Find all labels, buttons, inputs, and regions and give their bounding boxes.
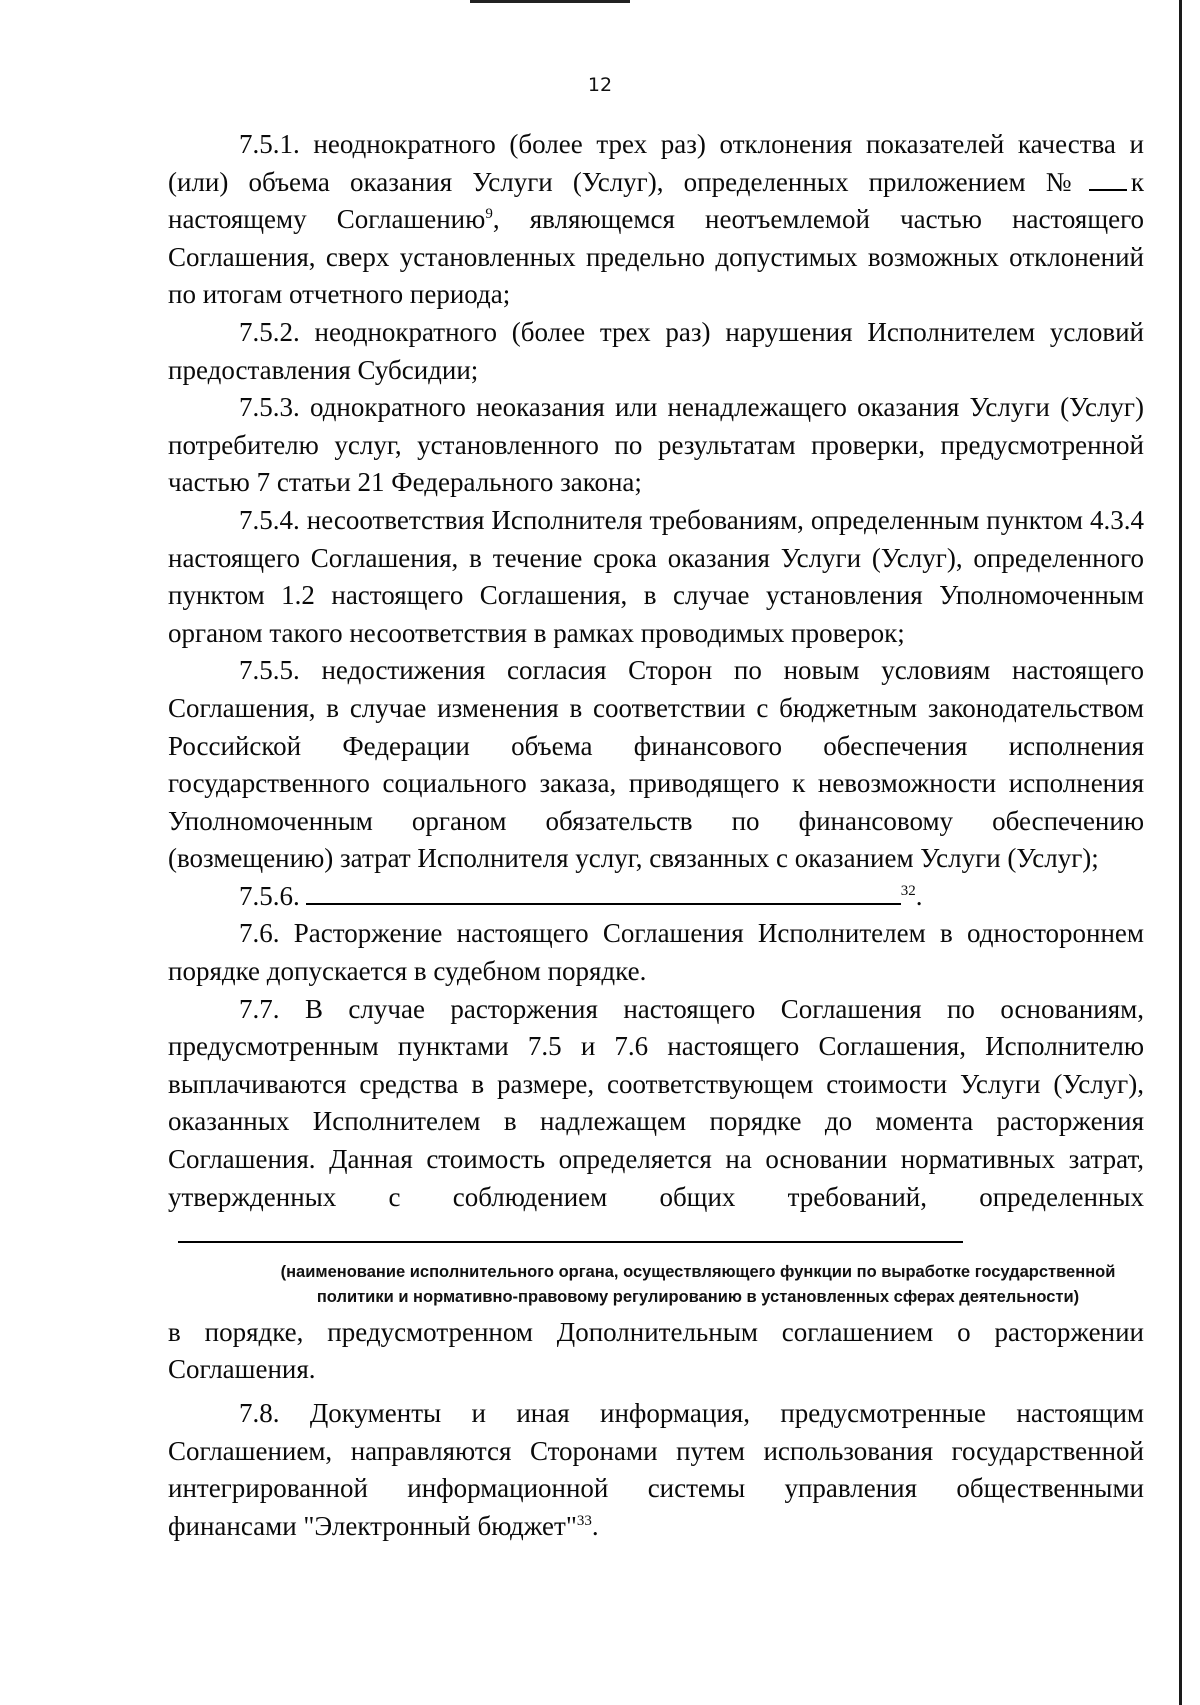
- clause-text: 7.5.1. неоднократного (более трех раз) отклонения показателей качества и (или) объема оказания Услуги (Услуг), определенных приложением №: [168, 129, 1144, 197]
- footnote-ref: 33: [576, 1512, 592, 1529]
- clause-text: 7.8. Документы и иная информация, предусмотренные настоящим Соглашением, направляются Сторонами путем использования государственной интегрированной информационной системы управления общественными финансами "Электронный бюджет": [168, 1398, 1144, 1541]
- scan-edge-top: [470, 0, 630, 3]
- scan-edge-right: [1179, 0, 1182, 1705]
- footnote-ref: 32: [900, 882, 916, 899]
- clause-text: , являющемся неотъемлемой частью настоящего Соглашения, сверх установленных предельно допустимых возможных отклонений по итогам отчетного периода;: [168, 204, 1145, 310]
- clause-7-5-2: 7.5.2. неоднократного (более трех раз) нарушения Исполнителем условий предоставления Субсидии;: [168, 316, 1144, 385]
- clause-7-8: [168, 1395, 1144, 1545]
- document-body: [168, 126, 1144, 1545]
- clause-7-5-3: 7.5.3. однократного неоказания или ненадлежащего оказания Услуги (Услуг) потребителю услуг, установленного по результатам проверки, предусмотренной частью 7 статьи 21 Федерального закона;: [168, 392, 1144, 498]
- blank-appendix-number: [1089, 189, 1127, 191]
- clause-7-5-6: [168, 878, 1144, 916]
- blank-clause-text: [306, 903, 901, 905]
- clause-7-5-1: [168, 126, 1144, 314]
- blank-caption: (наименование исполнительного органа, осуществляющего функции по выработке государственной политики и нормативно-правовому регулированию в установленных сферах деятельности): [280, 1262, 1116, 1306]
- clause-punct: .: [915, 880, 923, 911]
- clause-number: 7.5.6.: [239, 880, 300, 911]
- footnote-ref: 9: [485, 206, 493, 223]
- clause-7-7: [168, 991, 1144, 1254]
- clause-text: к настоящему Соглашению: [168, 166, 1144, 235]
- blank-authority-name: [178, 1241, 963, 1243]
- clause-punct: .: [591, 1510, 599, 1541]
- clause-7-7-continued: в порядке, предусмотренном Дополнительным соглашением о расторжении Соглашения.: [168, 1316, 1144, 1385]
- clause-7-5-4: 7.5.4. несоответствия Исполнителя требованиям, определенным пунктом 4.3.4 настоящего Соглашения, в течение срока оказания Услуги (Услуг), определенного пунктом 1.2 настоящего Соглашения, в случае установления Уполномоченным органом такого несоответствия в рамках проводимых проверок;: [168, 504, 1144, 648]
- clause-7-6: 7.6. Расторжение настоящего Соглашения Исполнителем в одностороннем порядке допускается в судебном порядке.: [168, 918, 1144, 987]
- clause-7-5-5: 7.5.5. недостижения согласия Сторон по новым условиям настоящего Соглашения, в случае изменения в соответствии с бюджетным законодательством Российской Федерации объема финансового обеспечения исполнения государственного социального заказа, приводящего к невозможности исполнения Уполномоченным органом обязательств по финансовому обеспечению (возмещению) затрат Исполнителя услуг, связанных с оказанием Услуги (Услуг);: [168, 655, 1144, 874]
- page-number: 12: [587, 74, 613, 96]
- clause-text: 7.7. В случае расторжения настоящего Соглашения по основаниям, предусмотренным пунктами 7.5 и 7.6 настоящего Соглашения, Исполнителю выплачиваются средства в размере, соответствующем стоимости Услуги (Услуг), оказанных Исполнителем в надлежащем порядке до момента расторжения Соглашения. Данная стоимость определяется на основании нормативных затрат, утвержденных с соблюдением общих требований, определенных: [168, 993, 1144, 1212]
